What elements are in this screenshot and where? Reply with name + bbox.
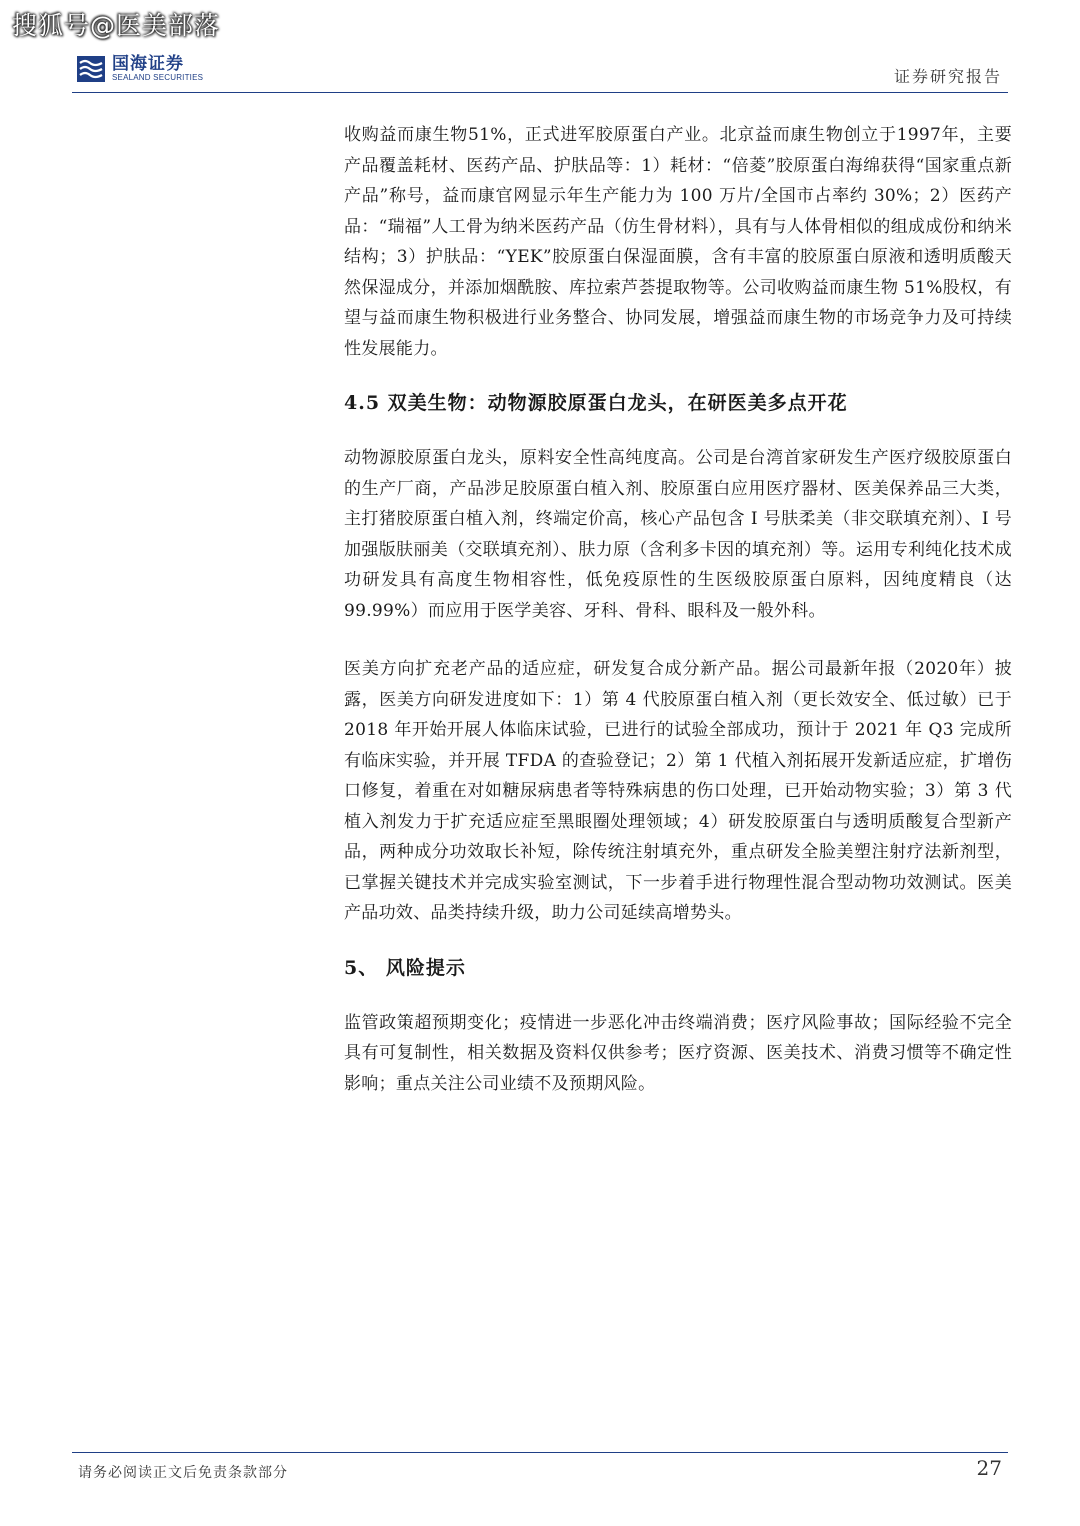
watermark: 搜狐号@医美部落	[12, 11, 221, 40]
report-body	[344, 120, 1012, 1099]
paragraph-acquisition: 收购益而康生物51%，正式进军胶原蛋白产业。北京益而康生物创立于1997年，主要产品覆盖耗材、医药产品、护肤品等：1）耗材：“倍菱”胶原蛋白海绵获得“国家重点新产品”称号，益而康官网显示年生产能力为 100 万片/全国市占率约 30%；2）医药产品：“瑞福”人工骨为纳米医药产品（仿生骨材料），具有与人体骨相似的组成成份和纳米结构；3）护肤品：“YEK”胶原蛋白保湿面膜，含有丰富的胶原蛋白原液和透明质酸天然保湿成分，并添加烟酰胺、库拉索芦荟提取物等。公司收购益而康生物 51%股权，有望与益而康生物积极进行业务整合、协同发展，增强益而康生物的市场竞争力及可持续性发展能力。	[344, 125, 1012, 359]
sealand-logo-icon	[76, 54, 106, 84]
logo-english-name: SEALAND SECURITIES	[112, 73, 204, 82]
disclaimer-note: 请务必阅读正文后免责条款部分	[78, 1465, 288, 1481]
company-logo	[76, 54, 203, 84]
report-type-label: 证券研究报告	[893, 67, 1002, 86]
header-divider	[72, 92, 1008, 93]
logo-chinese-name: 国海证券	[112, 54, 184, 74]
page-number: 27	[976, 1456, 1002, 1480]
paragraph-rd-progress: 医美方向扩充老产品的适应症，研发复合成分新产品。据公司最新年报（2020年）披露，医美方向研发进度如下：1）第 4 代胶原蛋白植入剂（更长效安全、低过敏）已于 2018 年开始开展人体临床试验，已进行的试验全部成功，预计于 2021 年 Q3 完成所有临床实验，并开展 TFDA 的查验登记；2）第 1 代植入剂拓展开发新适应症，扩增伤口修复，着重在对如糖尿病患者等特殊病患的伤口处理，已开始动物实验；3）第 3 代植入剂发力于扩充适应症至黑眼圈处理领域；4）研发胶原蛋白与透明质酸复合型新产品，两种成分功效取长补短，除传统注射填充外，重点研发全脸美塑注射疗法新剂型，已掌握关键技术并完成实验室测试，下一步着手进行物理性混合型动物功效测试。医美产品功效、品类持续升级，助力公司延续高增势头。	[344, 659, 1012, 923]
section-heading-risk: 5、 风险提示	[344, 956, 466, 979]
footer-divider	[72, 1452, 1008, 1453]
paragraph-risk-notes: 监管政策超预期变化；疫情进一步恶化冲击终端消费；医疗风险事故；国际经验不完全具有可复制性，相关数据及资料仅供参考；医疗资源、医美技术、消费习惯等不确定性影响；重点关注公司业绩不及预期风险。	[344, 1012, 1012, 1094]
section-heading-4-5: 4.5 双美生物：动物源胶原蛋白龙头，在研医美多点开花	[344, 392, 848, 414]
paragraph-animal-collagen: 动物源胶原蛋白龙头，原料安全性高纯度高。公司是台湾首家研发生产医疗级胶原蛋白的生产厂商，产品涉足胶原蛋白植入剂、胶原蛋白应用医疗器材、医美保养品三大类，主打猪胶原蛋白植入剂，终端定价高，核心产品包含 I 号肤柔美（非交联填充剂）、I 号加强版肤丽美（交联填充剂）、肤力原（含利多卡因的填充剂）等。运用专利纯化技术成功研发具有高度生物相容性，低免疫原性的生医级胶原蛋白原料，因纯度精良（达 99.99%）而应用于医学美容、牙科、骨科、眼科及一般外科。	[344, 448, 1012, 621]
